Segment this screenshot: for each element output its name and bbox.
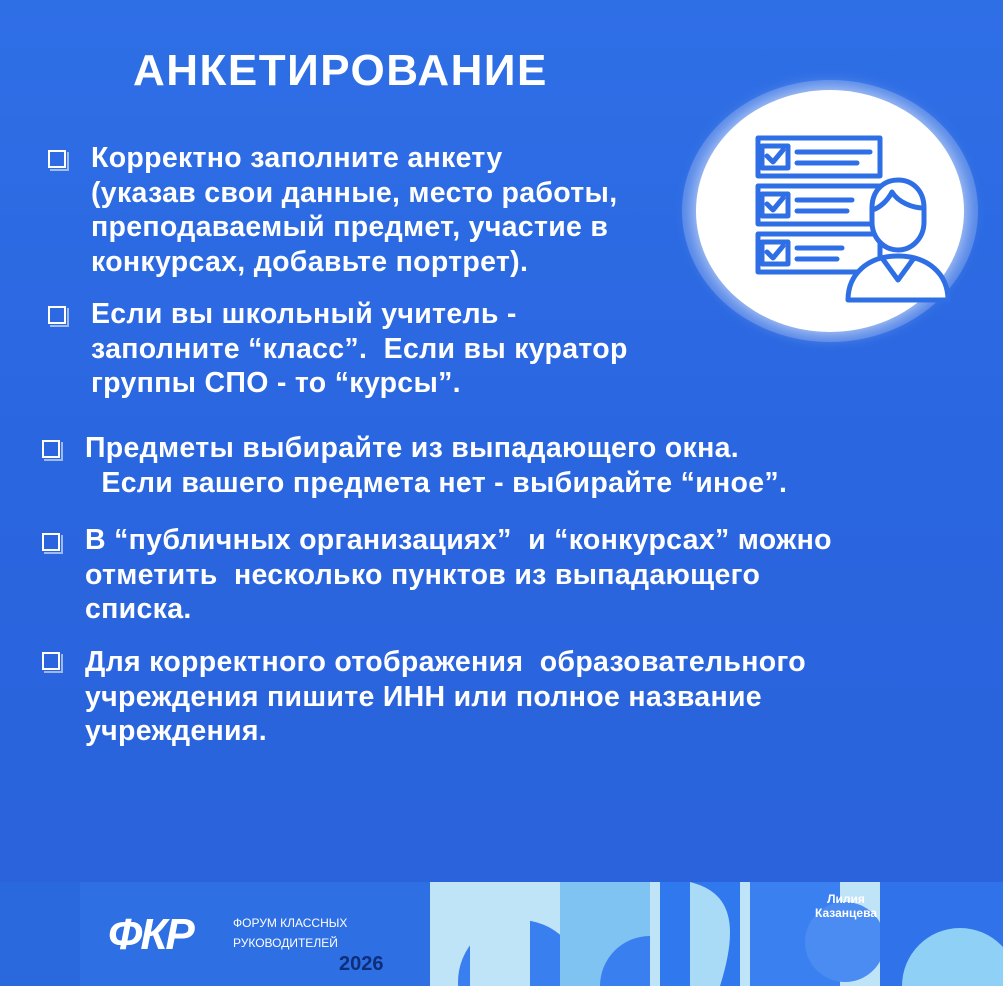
author-first-name: Лилия [827,892,865,906]
bullet-line: списка. [85,593,192,625]
bullet-line: Предметы выбирайте из выпадающего окна. [85,432,739,464]
bullet-line: Корректно заполните анкету [91,142,503,174]
bullet-line: отметить несколько пунктов из выпадающего [85,558,761,591]
logo: ФКР [108,910,193,959]
logo-caption: РУКОВОДИТЕЛЕЙ [233,936,338,950]
bullet-line: группы СПО - то “курсы”. [91,367,461,399]
bullet-line: заполните “класс”. Если вы куратор [91,332,628,365]
checkbox-icon [42,652,60,670]
bullet-line: В “публичных организациях” и “конкурсах” можно [85,524,832,556]
bullet-item [91,141,617,279]
bullet-item [85,645,806,749]
checkbox-icon [48,150,66,168]
bullet-line: Для корректного отображения образовательного [85,646,806,678]
checkbox-icon [42,533,60,551]
bullet-line: Если вашего предмета нет - выбирайте “иное”. [85,466,788,499]
year: 2026 [339,953,384,975]
bullet-item [91,297,628,401]
checkbox-icon [48,306,66,324]
bullet-line: конкурсах, добавьте портрет). [91,245,529,278]
checkbox-icon [42,440,60,458]
illustration [682,80,978,342]
bullet-line: (указав свои данные, место работы, [91,176,618,209]
bullet-line: преподаваемый предмет, участие в [91,211,609,243]
questionnaire-person-icon [682,80,978,342]
author-name [806,892,886,920]
logo-caption: ФОРУМ КЛАССНЫХ [233,916,348,930]
page-title: АНКЕТИРОВАНИЕ [133,46,548,95]
bullet-item [85,431,787,500]
bullet-line: учреждения. [85,715,268,747]
bullet-line: учреждения пишите ИНН или полное название [85,680,762,713]
bullet-line: Если вы школьный учитель - [91,298,517,330]
author-last-name: Казанцева [815,906,877,920]
bullet-item [85,523,832,627]
